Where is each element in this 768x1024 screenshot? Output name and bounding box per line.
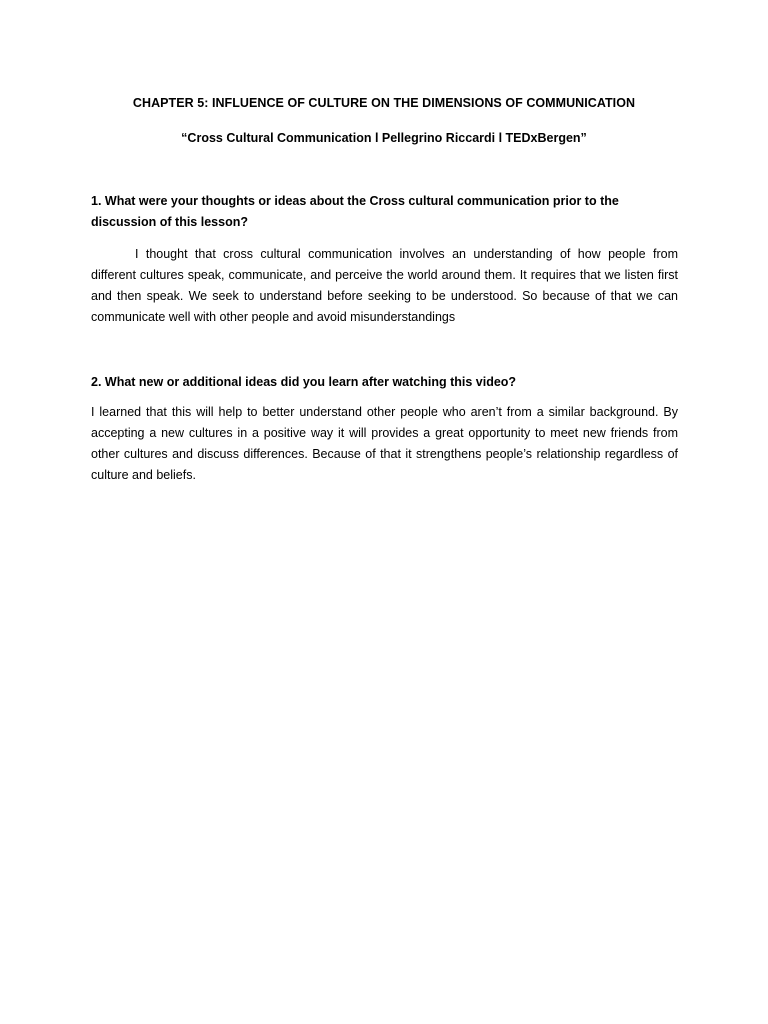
chapter-title: CHAPTER 5: INFLUENCE OF CULTURE ON THE DIMENSIONS OF COMMUNICATION (132, 96, 636, 110)
question-1: 1. What were your thoughts or ideas about the Cross cultural communication prior to the discussion of this lesson? (91, 194, 619, 229)
video-title: “Cross Cultural Communication l Pellegrino Riccardi l TEDxBergen” (181, 131, 587, 145)
answer-1: I thought that cross cultural communication involves an understanding of how people from different cultures speak, communicate, and perceive the world around them. It requires that we listen first and then speak. We seek to understand before seeking to be understood. So because of that we can communicate well with other people and avoid misunderstandings (91, 247, 678, 324)
answer-2: I learned that this will help to better understand other people who aren’t from a similar background. By accepting a new cultures in a positive way it will provides a great opportunity to meet new friends from other cultures and discuss differences. Because of that it strengthens people’s relationship regardless of culture and beliefs. (91, 405, 678, 482)
question-2: 2. What new or additional ideas did you learn after watching this video? (91, 375, 517, 389)
